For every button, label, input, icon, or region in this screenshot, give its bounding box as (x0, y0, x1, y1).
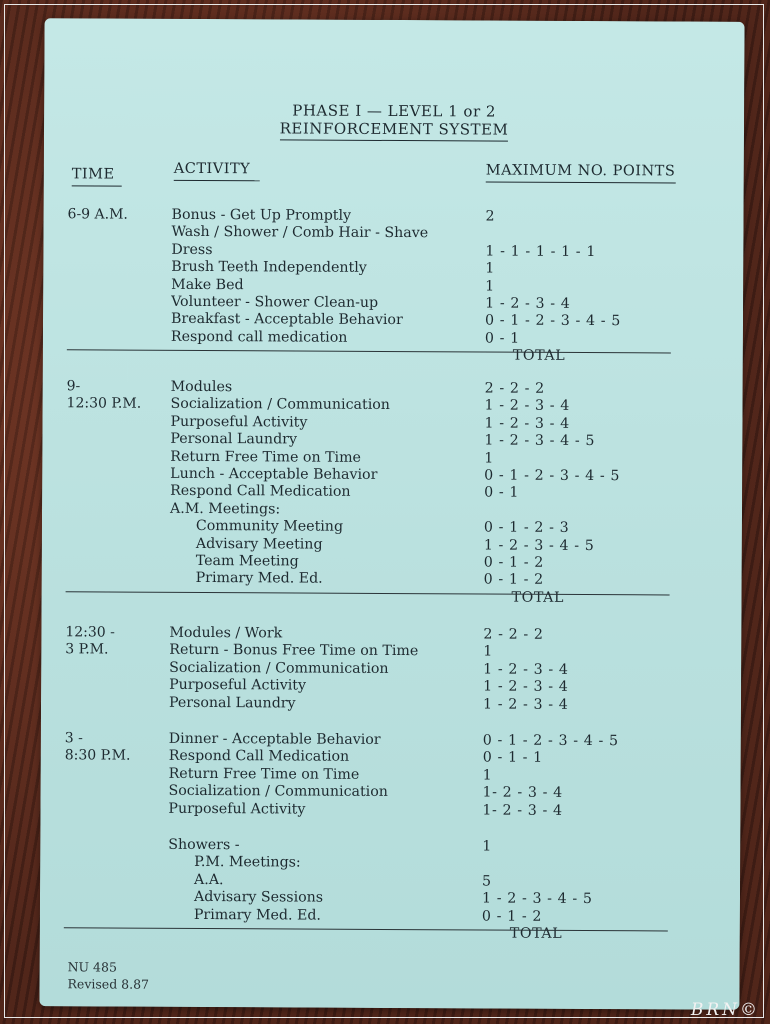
section-3 (41, 730, 741, 819)
column-header-activity-text: ACTIVITY (174, 161, 260, 181)
max-points: 2 - 2 - 2 (483, 626, 544, 643)
max-points: 0 - 1 - 2 (483, 571, 544, 589)
footer-revised: Revised 8.87 (67, 976, 150, 992)
total-label: TOTAL (511, 589, 565, 606)
footer-code: NU 485 (67, 959, 117, 975)
activity-name: A.M. Meetings: (169, 500, 281, 518)
activity-name: Advisary Sessions (193, 889, 324, 906)
footer (67, 958, 149, 992)
max-points: 1 - 2 - 3 - 4 (484, 397, 570, 415)
total-label: TOTAL (509, 925, 563, 942)
activity-name: Personal Laundry (168, 694, 296, 712)
activity-name: Personal Laundry (170, 431, 298, 448)
section-time: 3 - 8:30 P.M. (64, 730, 131, 765)
section-0 (44, 206, 744, 365)
card-title-line2 (44, 118, 744, 140)
max-points: 1 (482, 767, 493, 784)
activity-rows (171, 207, 732, 366)
column-header-time-text: TIME (72, 166, 122, 186)
section-4 (40, 836, 740, 942)
total-row (168, 924, 728, 944)
section-1 (43, 378, 743, 606)
activity-name: Socialization / Communication (168, 783, 388, 801)
max-points: 5 (482, 873, 492, 890)
activity-name: Return Free Time on Time (168, 765, 360, 783)
max-points: 0 - 1 (484, 330, 520, 347)
total-row (170, 588, 730, 608)
activity-name: Bonus - Get Up Promptly (171, 206, 352, 224)
activity-name: Respond Call Medication (170, 483, 351, 501)
max-points: 1 (484, 450, 494, 467)
max-points: 1 - 2 - 3 - 4 (482, 696, 569, 713)
max-points: 0 - 1 - 2 (483, 554, 544, 571)
activity-rows (169, 625, 729, 715)
max-points: 0 - 1 - 2 - 3 - 4 - 5 (484, 312, 621, 330)
max-points: 1 - 2 - 3 - 4 (483, 661, 569, 678)
activity-name: Wash / Shower / Comb Hair - Shave (171, 224, 429, 242)
max-points: 0 - 1 - 2 (481, 908, 543, 925)
activity-name: Showers - (168, 836, 240, 854)
activity-name: P.M. Meetings: (194, 854, 301, 871)
total-label: TOTAL (512, 347, 566, 365)
activity-name: Return - Bonus Free Time on Time (169, 642, 419, 660)
max-points: 1 (485, 278, 495, 295)
max-points: 1 (482, 838, 492, 855)
max-points: 0 - 1 - 1 (482, 749, 543, 767)
activity-name: Primary Med. Ed. (193, 906, 322, 924)
section-2 (41, 624, 741, 713)
max-points: 1 - 2 - 3 - 4 - 5 (483, 536, 595, 554)
max-points: 1 - 2 - 3 - 4 (483, 678, 569, 696)
max-points: 0 - 1 (484, 484, 520, 502)
activity-row (169, 694, 729, 714)
reinforcement-card (39, 18, 744, 1010)
max-points: 2 (485, 208, 496, 225)
activity-name: Make Bed (171, 276, 244, 293)
activity-name: Socialization / Communication (170, 396, 390, 414)
activity-name: Brush Teeth Independently (171, 259, 367, 277)
activity-name: Purposeful Activity (169, 677, 307, 694)
section-time: 6-9 A.M. (67, 206, 128, 223)
max-points: 1 - 1 - 1 - 1 - 1 (485, 243, 597, 260)
max-points: 0 - 1 - 2 - 3 (483, 519, 570, 537)
column-header-time (72, 166, 122, 186)
section-time: 12:30 - 3 P.M. (65, 624, 115, 658)
max-points: 1- 2 - 3 - 4 (482, 802, 563, 819)
total-row (171, 346, 731, 366)
activity-name: Socialization / Communication (169, 659, 389, 677)
activity-name: Lunch - Acceptable Behavior (170, 465, 378, 483)
activity-name: A.A. (194, 871, 224, 888)
column-header-points-text: MAXIMUM NO. POINTS (486, 162, 676, 183)
max-points: 0 - 1 - 2 - 3 - 4 - 5 (482, 732, 619, 750)
activity-name: Respond Call Medication (168, 748, 350, 766)
activity-name: Respond call medication (170, 328, 348, 346)
activity-name: Breakfast - Acceptable Behavior (170, 311, 403, 329)
activity-name: Modules (170, 378, 233, 396)
max-points: 1 - 2 - 3 - 4 - 5 (484, 432, 596, 450)
activity-name: Purposeful Activity (170, 413, 308, 431)
max-points: 0 - 1 - 2 - 3 - 4 - 5 (484, 467, 621, 485)
max-points: 1 - 2 - 3 - 4 - 5 (481, 890, 593, 908)
activity-rows (170, 379, 731, 608)
column-header-activity (174, 161, 260, 181)
activity-name: Volunteer - Shower Clean-up (171, 293, 379, 311)
activity-name: Dress (171, 241, 213, 258)
activity-name: Primary Med. Ed. (195, 570, 323, 587)
card-title-line1: PHASE I — LEVEL 1 or 2 (292, 101, 497, 121)
activity-name: Return Free Time on Time (170, 448, 362, 466)
max-points: 1 - 2 - 3 - 4 (484, 415, 570, 432)
watermark: BRN© (690, 1000, 760, 1020)
activity-row (168, 800, 728, 820)
activity-rows (168, 731, 728, 821)
max-points: 1 (485, 260, 495, 277)
max-points: 2 - 2 - 2 (484, 380, 545, 397)
card-title-line2-text: REINFORCEMENT SYSTEM (280, 119, 509, 141)
activity-name: Community Meeting (195, 518, 344, 535)
activity-name: Purposeful Activity (168, 800, 306, 818)
max-points: 1 (483, 643, 493, 660)
activity-name: Advisary Meeting (195, 535, 323, 553)
activity-name: Modules / Work (169, 624, 283, 642)
section-time: 9- 12:30 P.M. (66, 378, 142, 413)
column-header-points (486, 162, 676, 183)
activity-name: Team Meeting (195, 552, 299, 570)
max-points: 1 - 2 - 3 - 4 (485, 295, 571, 312)
max-points: 1- 2 - 3 - 4 (482, 784, 563, 802)
activity-name: Dinner - Acceptable Behavior (168, 730, 381, 748)
